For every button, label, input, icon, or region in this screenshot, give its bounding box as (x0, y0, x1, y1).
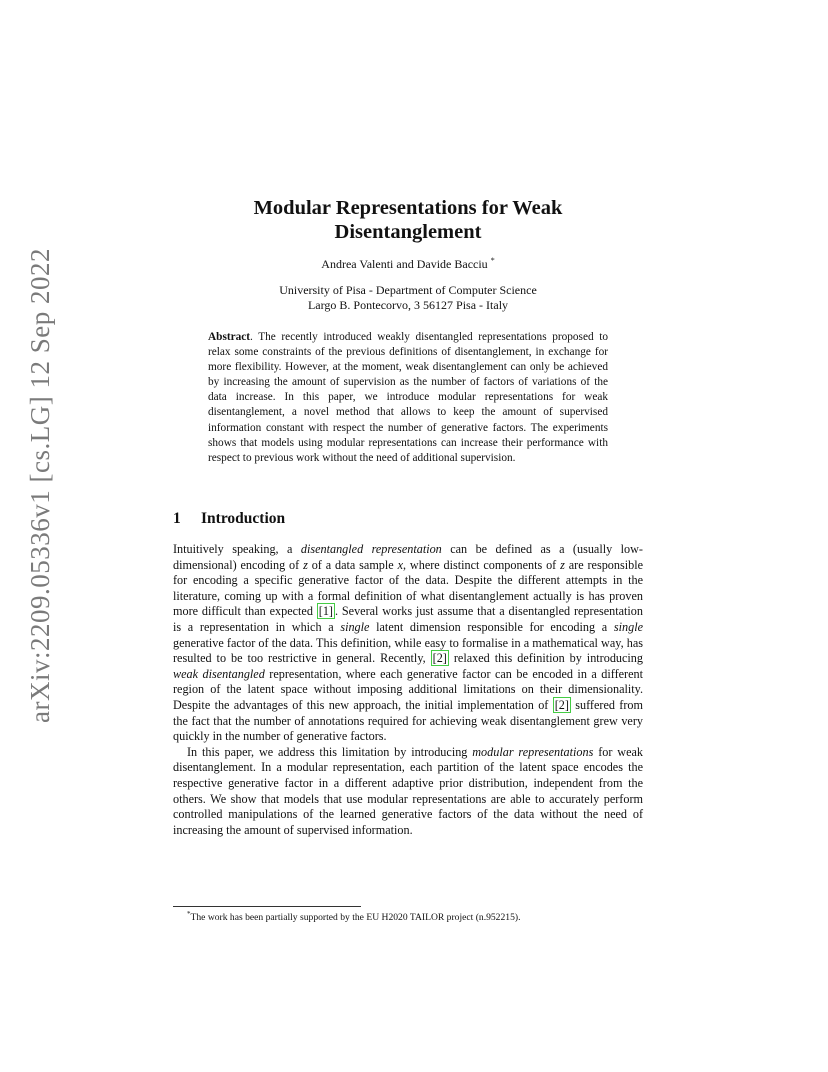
paper-title (173, 196, 643, 244)
arxiv-identifier: arXiv:2209.05336v1 [cs.LG] 12 Sep 2022 (24, 247, 55, 723)
section-body (173, 542, 643, 838)
abstract-text: . The recently introduced weakly disentangled representations proposed to relax some constraints of the previous definitions of disentanglement, in exchange for more flexibility. However, at the moment, weak disentanglement can only be achieved by increasing the amount of supervision as the number of factors of variations of the data increase. In this paper, we introduce modular representations for weak disentanglement, a novel method that allows to keep the amount of supervised information constant with respect the number of generative factors. The experiments shows that models using modular representations can increase their performance with respect to previous work without the need of additional supervision. (208, 331, 608, 464)
arxiv-stamp (20, 247, 60, 723)
citation-link[interactable]: [2] (432, 651, 447, 666)
paragraph-1: Intuitively speaking, a disentangled representation can be defined as a (usually low-dimensional) encoding of z of a data sample x, where distinct components of z are responsible for encoding a specific generative factor of the data. Despite the different attempts in the literature, coming up with a formal definition of what disentanglement actually is has proven more difficult than expected [1] . Several works just assume that a disentangled representation is a representation in which a single latent dimension responsible for encoding a single generative factor of the data. This definition, while easy to formalise in a mathematical way, has resulted to be too restrictive in general. Recently, [2] relaxed this definition by introducing weak disentangled representation, where each generative factor can be encoded in a different region of the latent space without imposing additional limitations on their dimensionality. Despite the advantages of this new approach, the initial implementation of [2] suffered from the fact that the number of annotations required for achieving weak disentanglement grew very quickly in the number of generative factors. (173, 542, 644, 744)
citation-link[interactable]: [2] (554, 697, 569, 712)
section-number: 1 (173, 510, 181, 527)
affiliation (173, 283, 643, 313)
citation-link[interactable]: [1] (318, 604, 333, 619)
affiliation-line-2: Largo B. Pontecorvo, 3 56127 Pisa - Italy (307, 298, 509, 312)
author-footnote-mark: * (490, 256, 495, 265)
authors (173, 256, 643, 272)
affiliation-line-1: University of Pisa - Department of Computer Science (279, 283, 537, 297)
abstract (208, 330, 608, 466)
footnote (187, 910, 647, 923)
title-line-2: Disentanglement (334, 221, 482, 243)
author-names: Andrea Valenti and Davide Bacciu (321, 257, 488, 271)
section-heading (173, 510, 285, 528)
abstract-label: Abstract (208, 331, 251, 343)
paragraph-2: In this paper, we address this limitation by introducing modular representations for weak disentanglement. In a modular representation, each partition of the latent space encodes the respective generative factor in a different adaptive prior distribution, independent from the others. We show that models that use modular representations are able to accurately perform controlled manipulations of the learned generative factors of the data without the need of increasing the amount of supervised information. (173, 744, 643, 837)
section-title: Introduction (201, 510, 286, 527)
footnote-text: The work has been partially supported by the EU H2020 TAILOR project (n.952215). (190, 912, 521, 923)
footnote-mark: * (187, 910, 191, 918)
footnote-rule (173, 906, 361, 907)
title-line-1: Modular Representations for Weak (253, 197, 563, 219)
